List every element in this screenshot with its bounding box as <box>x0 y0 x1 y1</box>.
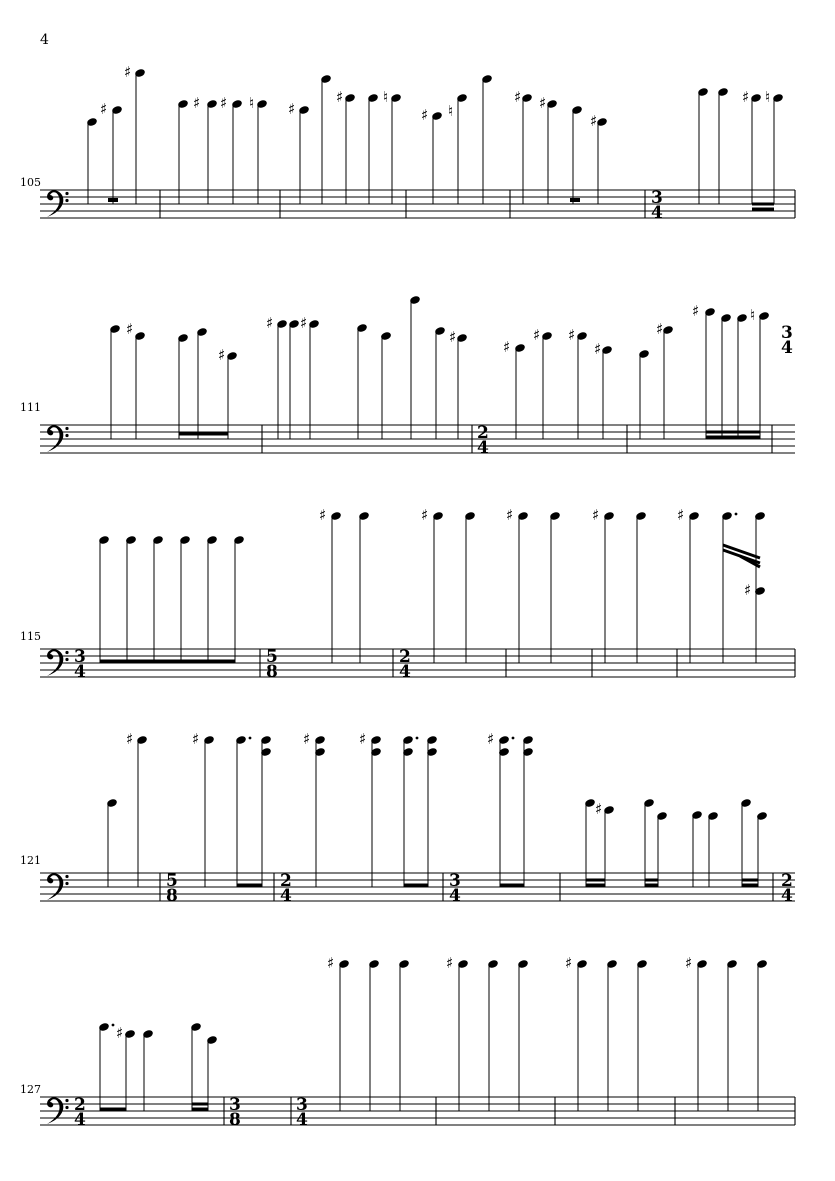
svg-text:2: 2 <box>74 1095 86 1115</box>
time-signature <box>280 871 292 906</box>
time-signature <box>74 1095 86 1130</box>
svg-text:8: 8 <box>166 886 178 906</box>
svg-text:3: 3 <box>74 647 86 667</box>
svg-text:♯: ♯ <box>503 338 511 356</box>
svg-text:♯: ♯ <box>336 88 344 106</box>
time-signature <box>296 1095 308 1130</box>
svg-text:♯: ♯ <box>300 314 308 332</box>
svg-text:4: 4 <box>399 662 411 682</box>
staff-lines <box>40 190 795 218</box>
svg-text:♯: ♯ <box>327 954 335 972</box>
svg-text:3: 3 <box>229 1095 241 1115</box>
svg-text:♯: ♯ <box>116 1024 124 1042</box>
svg-text:4: 4 <box>781 886 793 906</box>
svg-text:2: 2 <box>781 871 793 891</box>
measure-number: 121 <box>20 854 41 867</box>
time-signature <box>781 323 793 358</box>
svg-text:8: 8 <box>266 662 278 682</box>
measure-number: 111 <box>20 401 41 414</box>
svg-text:4: 4 <box>280 886 292 906</box>
svg-text:♯: ♯ <box>568 326 576 344</box>
svg-text:4: 4 <box>74 662 86 682</box>
time-signature <box>449 871 461 906</box>
svg-text:♯: ♯ <box>514 88 522 106</box>
time-signature <box>229 1095 241 1130</box>
svg-text:♯: ♯ <box>742 88 750 106</box>
svg-text:♯: ♯ <box>533 326 541 344</box>
notes <box>87 63 784 209</box>
svg-text:3: 3 <box>781 323 793 343</box>
system-5 <box>20 954 795 1130</box>
svg-text:♯: ♯ <box>193 94 201 112</box>
svg-text:4: 4 <box>449 886 461 906</box>
staff-lines <box>40 649 795 677</box>
svg-text:♯: ♯ <box>126 320 134 338</box>
time-signature <box>74 647 86 682</box>
svg-text:♯: ♯ <box>303 730 311 748</box>
svg-text:♯: ♯ <box>595 800 603 818</box>
measure-number: 115 <box>20 630 41 643</box>
svg-text:♯: ♯ <box>126 730 134 748</box>
svg-text:♯: ♯ <box>744 581 752 599</box>
svg-text:♯: ♯ <box>506 506 514 524</box>
svg-text:♯: ♯ <box>421 506 429 524</box>
svg-text:♯: ♯ <box>565 954 573 972</box>
svg-text:4: 4 <box>781 338 793 358</box>
staff-lines <box>40 1097 795 1125</box>
svg-text:♯: ♯ <box>218 346 226 364</box>
svg-text:♯: ♯ <box>359 730 367 748</box>
svg-text:4: 4 <box>651 203 663 223</box>
time-signature <box>399 647 411 682</box>
svg-text:♮: ♮ <box>448 102 454 120</box>
svg-text:♯: ♯ <box>677 506 685 524</box>
time-signature <box>477 423 489 458</box>
svg-text:4: 4 <box>296 1110 308 1130</box>
svg-text:♯: ♯ <box>590 112 598 130</box>
svg-text:♯: ♯ <box>288 100 296 118</box>
staff-lines <box>40 873 795 901</box>
svg-text:♯: ♯ <box>685 954 693 972</box>
svg-text:3: 3 <box>296 1095 308 1115</box>
svg-text:2: 2 <box>280 871 292 891</box>
system-4 <box>20 730 795 906</box>
system-3 <box>20 506 795 682</box>
time-signature <box>651 188 663 223</box>
svg-text:♯: ♯ <box>487 730 495 748</box>
svg-text:♯: ♯ <box>220 94 228 112</box>
svg-text:♮: ♮ <box>249 94 255 112</box>
time-signature <box>781 871 793 906</box>
svg-text:5: 5 <box>166 871 178 891</box>
svg-text:3: 3 <box>449 871 461 891</box>
svg-text:♯: ♯ <box>539 94 547 112</box>
svg-text:♮: ♮ <box>383 88 389 106</box>
time-signature <box>266 647 278 682</box>
staff-lines <box>40 425 795 453</box>
svg-text:2: 2 <box>477 423 489 443</box>
svg-text:♯: ♯ <box>319 506 327 524</box>
time-signature <box>166 871 178 906</box>
svg-text:♮: ♮ <box>765 88 771 106</box>
svg-text:3: 3 <box>651 188 663 208</box>
svg-text:♯: ♯ <box>592 506 600 524</box>
notes <box>110 296 770 439</box>
svg-text:♯: ♯ <box>100 100 108 118</box>
notes <box>99 954 768 1111</box>
measure-number: 105 <box>20 176 41 189</box>
svg-text:♯: ♯ <box>594 340 602 358</box>
svg-text:♯: ♯ <box>266 314 274 332</box>
notes <box>99 506 766 663</box>
svg-text:♯: ♯ <box>124 63 132 81</box>
notes <box>107 730 768 887</box>
measure-number: 127 <box>20 1083 41 1096</box>
svg-text:♮: ♮ <box>750 306 756 324</box>
svg-text:♯: ♯ <box>192 730 200 748</box>
svg-text:♯: ♯ <box>692 302 700 320</box>
svg-text:8: 8 <box>229 1110 241 1130</box>
system-1 <box>20 63 795 223</box>
system-2 <box>20 296 795 458</box>
svg-text:♯: ♯ <box>449 328 457 346</box>
svg-text:2: 2 <box>399 647 411 667</box>
svg-text:♯: ♯ <box>446 954 454 972</box>
svg-text:4: 4 <box>477 438 489 458</box>
svg-text:4: 4 <box>74 1110 86 1130</box>
svg-text:♯: ♯ <box>421 106 429 124</box>
svg-text:5: 5 <box>266 647 278 667</box>
page-number: 4 <box>40 32 49 48</box>
svg-text:♯: ♯ <box>656 320 664 338</box>
